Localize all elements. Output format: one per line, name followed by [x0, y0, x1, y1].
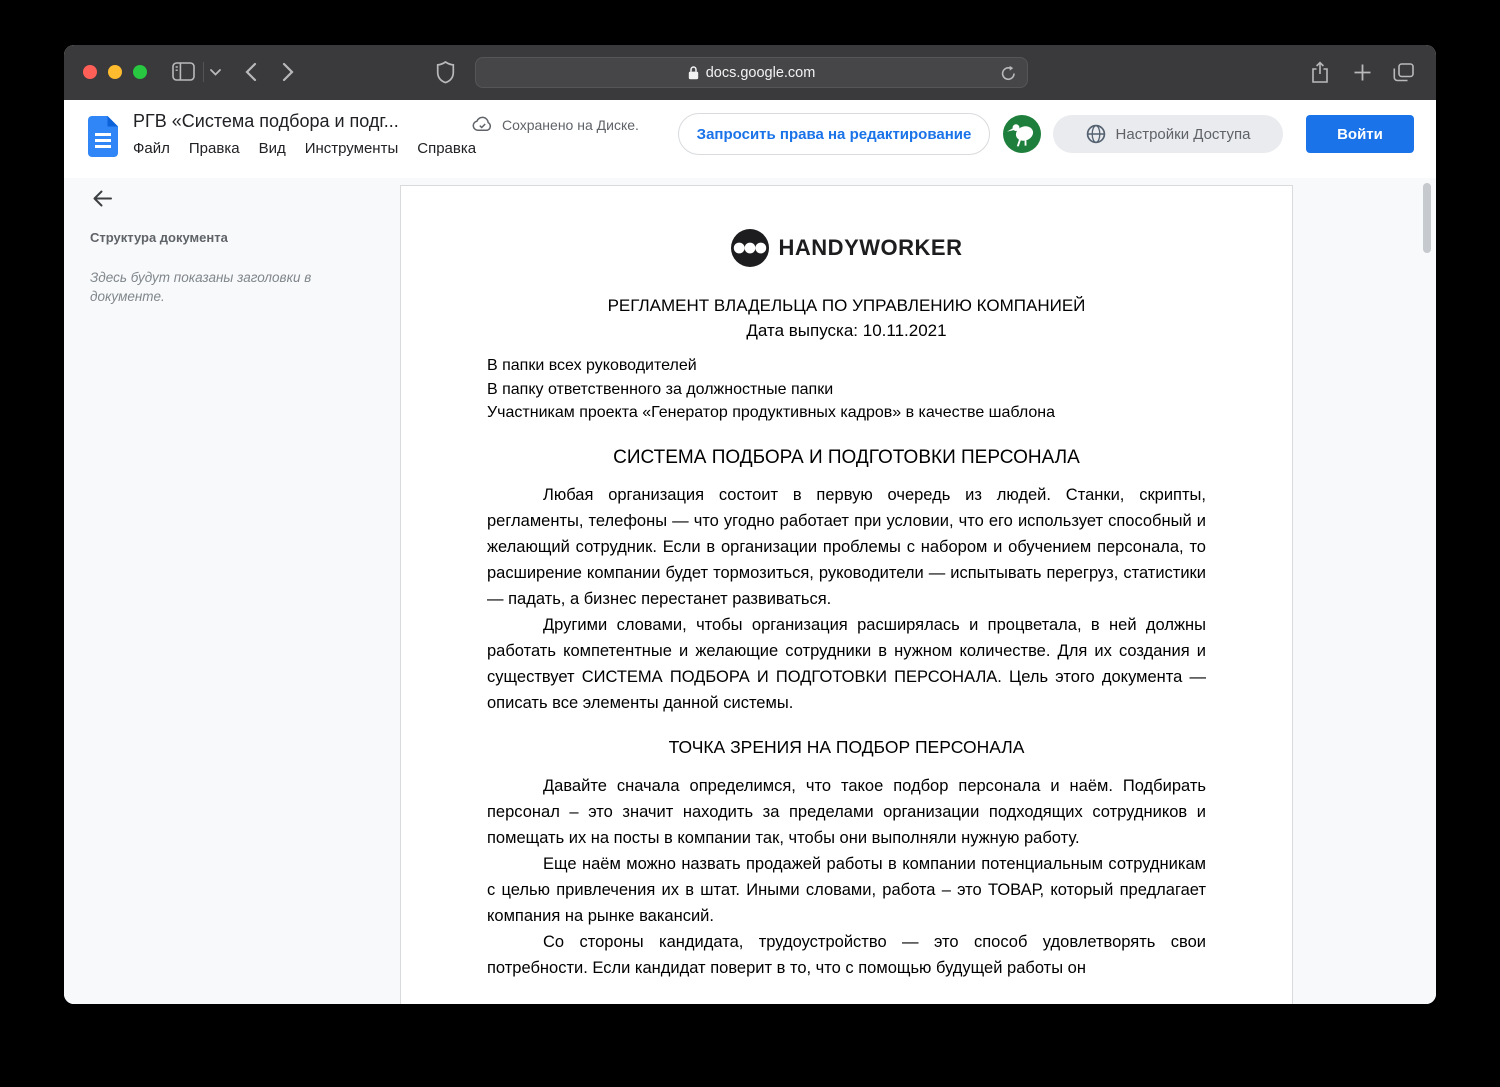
- outline-placeholder: Здесь будут показаны заголовки в документе.: [90, 270, 312, 304]
- menu-edit[interactable]: Правка: [188, 140, 240, 157]
- paragraph: Давайте сначала определимся, что такое подбор персонала и наём. Подбирать персонал – это значит находить за пределами организации подходящих сотрудников и помещать их на посты в компании так, чтобы они выполняли нужную работу.: [487, 777, 1206, 848]
- new-tab-icon[interactable]: [1353, 63, 1372, 82]
- minimize-window-button[interactable]: [108, 65, 122, 79]
- document-title: РГВ «Система подбора и подг...: [133, 111, 399, 131]
- handyworker-logo-icon: [731, 229, 769, 267]
- section-heading-1: СИСТЕМА ПОДБОРА И ПОДГОТОВКИ ПЕРСОНАЛА: [613, 447, 1080, 469]
- distribution-line: Участникам проекта «Генератор продуктивных кадров» в качестве шаблона: [487, 404, 1055, 422]
- menu-tools[interactable]: Инструменты: [304, 140, 399, 157]
- shield-icon[interactable]: [436, 61, 455, 84]
- docs-content-area: [64, 178, 1436, 1004]
- url-text: docs.google.com: [705, 64, 816, 81]
- share-settings-button[interactable]: [1053, 115, 1283, 153]
- paragraph: Еще наём можно назвать продажей работы в компании потенциальным сотрудникам с целью привлечения их в штат. Иными словами, работа – это ТОВАР, который предлагает компания на рынке вакансий.: [487, 855, 1206, 926]
- tab-overview-icon[interactable]: [1393, 63, 1414, 82]
- cloud-check-icon: [470, 116, 493, 133]
- handyworker-logo-text: HANDYWORKER: [778, 235, 963, 260]
- outline-title: Структура документа: [90, 230, 228, 245]
- distribution-line: В папки всех руководителей: [487, 357, 697, 374]
- document-date: Дата выпуска: 10.11.2021: [746, 321, 947, 340]
- saved-status-text: Сохранено на Диске.: [502, 116, 639, 133]
- close-outline-arrow-icon[interactable]: [90, 187, 114, 211]
- scrollbar-thumb[interactable]: [1423, 183, 1431, 253]
- document-page: [400, 185, 1293, 1004]
- menu-help[interactable]: Справка: [417, 140, 477, 157]
- saved-status: [470, 116, 639, 133]
- back-icon[interactable]: [244, 62, 257, 82]
- lock-icon: [688, 66, 699, 80]
- distribution-list: [487, 354, 1206, 425]
- zoom-window-button[interactable]: [133, 65, 147, 79]
- docs-menubar: [133, 140, 476, 157]
- paragraph: Любая организация состоит в первую очередь из людей. Станки, скрипты, регламенты, телефоны — что угодно работает при условии, что его использует способный и желающий сотрудник. Если в организации проблемы с набором и обучением персонала, то расширение компании будет тормозиться, руководители — испытывать перегруз, статистики — падать, а бизнес перестанет развиваться.: [487, 486, 1206, 609]
- chevron-down-icon[interactable]: [210, 69, 221, 76]
- paragraph: Со стороны кандидата, трудоустройство — это способ удовлетворять свои потребности. Если кандидат поверит в то, что с помощью будущей работы он: [487, 933, 1206, 978]
- paragraph: Другими словами, чтобы организация расширялась и процветала, в ней должны работать компетентные и желающие сотрудники в нужном количестве. Для их создания и существует СИСТЕМА ПОДБОРА И ПОДГОТОВКИ ПЕРСОНАЛА. Цель этого документа — описать все элементы данной системы.: [487, 616, 1206, 713]
- distribution-line: В папку ответственного за должностные папки: [487, 380, 834, 398]
- close-window-button[interactable]: [83, 65, 97, 79]
- browser-toolbar: [64, 45, 1436, 100]
- request-edit-access-button[interactable]: Запросить права на редактирование: [678, 113, 990, 155]
- share-settings-label: Настройки Доступа: [1115, 125, 1251, 143]
- toolbar-divider: [203, 62, 204, 82]
- kiwi-extension-icon[interactable]: [1003, 115, 1041, 153]
- section-heading-2: ТОЧКА ЗРЕНИЯ НА ПОДБОР ПЕРСОНАЛА: [668, 737, 1025, 758]
- sidebar-toggle-icon[interactable]: [172, 62, 195, 81]
- google-docs-icon[interactable]: [88, 116, 118, 157]
- menu-view[interactable]: Вид: [258, 140, 286, 157]
- handyworker-logo: [487, 229, 1206, 267]
- globe-icon: [1086, 124, 1106, 144]
- menu-file[interactable]: Файл: [133, 140, 170, 157]
- sign-in-button[interactable]: Войти: [1306, 115, 1414, 153]
- reload-icon[interactable]: [1000, 65, 1017, 82]
- address-bar[interactable]: [475, 57, 1028, 88]
- document-heading: РЕГЛАМЕНТ ВЛАДЕЛЬЦА ПО УПРАВЛЕНИЮ КОМПАНИЕЙ: [607, 296, 1086, 315]
- browser-window: [64, 45, 1436, 1004]
- forward-icon[interactable]: [282, 62, 295, 82]
- share-icon[interactable]: [1311, 61, 1329, 84]
- docs-header: [64, 100, 1436, 178]
